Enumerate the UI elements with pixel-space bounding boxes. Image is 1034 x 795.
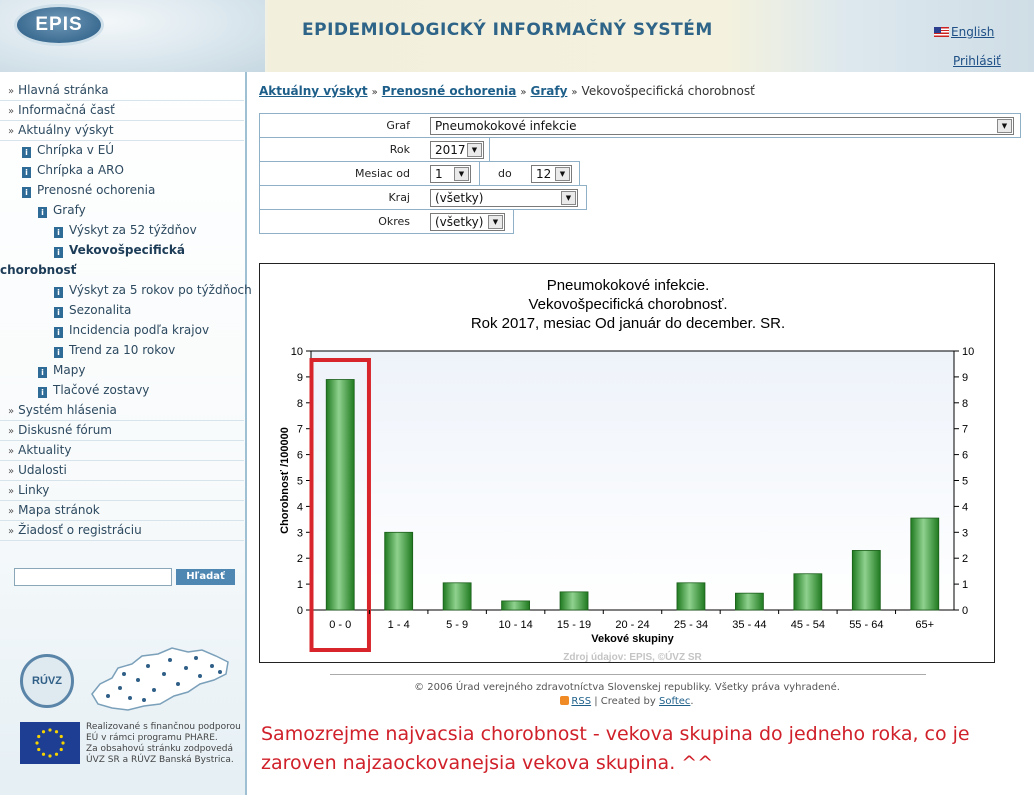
- x-tick-label: 5 - 9: [446, 619, 469, 631]
- bullet-icon: i: [54, 307, 63, 318]
- chevron-down-icon[interactable]: ▼: [454, 167, 469, 181]
- y-tick-label-right: 5: [962, 475, 969, 488]
- y-tick-label-left: 6: [296, 449, 303, 462]
- y-tick-label-left: 7: [296, 423, 303, 436]
- y-tick-label-left: 8: [296, 397, 303, 410]
- sidebar-item-14[interactable]: i Mapy: [38, 360, 85, 381]
- chevron-down-icon[interactable]: ▼: [467, 143, 482, 157]
- x-tick-label: 25 - 34: [673, 619, 709, 631]
- y-tick-label-right: 7: [962, 423, 969, 436]
- y-tick-label-right: 1: [962, 579, 969, 592]
- mesiac-row: [259, 161, 580, 186]
- bullet-icon: i: [38, 387, 47, 398]
- sidebar-item-5[interactable]: i Prenosné ochorenia: [22, 180, 155, 201]
- y-tick-label-right: 6: [962, 449, 969, 462]
- eu-star-icon: [37, 748, 40, 751]
- kraj-select[interactable]: (všetky) ▼: [430, 189, 578, 207]
- bullet-icon: i: [22, 147, 31, 158]
- search-input[interactable]: [14, 568, 172, 586]
- bullet-icon: i: [54, 247, 63, 258]
- logo-area: [0, 0, 265, 72]
- bullet-icon: i: [38, 207, 47, 218]
- y-tick-label-left: 5: [296, 475, 303, 488]
- bar-45-54: [794, 574, 822, 610]
- y-tick-label-right: 4: [962, 501, 969, 514]
- x-tick-label: 15 - 19: [556, 619, 592, 631]
- chevron-right-icon: »: [8, 446, 15, 457]
- bar-55-64: [852, 550, 880, 610]
- sidebar-item-1[interactable]: » Informačná časť: [0, 100, 244, 121]
- sidebar-item-21[interactable]: » Mapa stránok: [0, 500, 244, 521]
- chart-title: Pneumokokové infekcie. Vekovošpecifická chorobnosť. Rok 2017, mesiac Od január do december. SR.: [470, 277, 786, 332]
- y-axis-label: Chorobnosť /100000: [279, 427, 291, 534]
- eu-star-icon: [60, 748, 63, 751]
- bullet-icon: i: [54, 347, 63, 358]
- graf-row: [259, 113, 1021, 138]
- sidebar-item-15[interactable]: i Tlačové zostavy: [38, 380, 149, 401]
- x-axis-label: Vekové skupiny: [591, 633, 674, 645]
- chevron-right-icon: »: [8, 486, 15, 497]
- chevron-down-icon[interactable]: ▼: [488, 215, 503, 229]
- sidebar-item-16[interactable]: » Systém hlásenia: [0, 400, 244, 421]
- y-tick-label-left: 4: [296, 501, 303, 514]
- login-link[interactable]: Prihlásiť: [953, 54, 1001, 68]
- x-tick-label: 45 - 54: [790, 619, 825, 631]
- chevron-right-icon: »: [8, 126, 15, 137]
- x-tick-label: 35 - 44: [732, 619, 767, 631]
- bar-65+: [911, 518, 939, 610]
- rok-select[interactable]: 2017 ▼: [430, 141, 484, 159]
- eu-star-icon: [42, 753, 45, 756]
- y-tick-label-left: 3: [296, 527, 303, 540]
- mesiac-do-select[interactable]: 12 ▼: [531, 165, 572, 183]
- breadcrumb-aktualny-vyskyt[interactable]: Aktuálny výskyt: [259, 84, 368, 98]
- chevron-right-icon: »: [8, 466, 15, 477]
- x-tick-label: 20 - 24: [615, 619, 650, 631]
- okres-select[interactable]: (všetky) ▼: [430, 213, 505, 231]
- x-tick-label: 10 - 14: [498, 619, 533, 631]
- rok-row: [259, 137, 490, 162]
- y-tick-label-right: 10: [962, 346, 975, 358]
- breadcrumb-separator: »: [520, 87, 527, 98]
- sidebar-item-19[interactable]: » Udalosti: [0, 460, 244, 481]
- rss-icon: [560, 696, 569, 705]
- rok-label: Rok: [389, 143, 410, 156]
- english-link[interactable]: [934, 25, 994, 39]
- page-header: [0, 0, 1034, 72]
- sidebar-item-18[interactable]: » Aktuality: [0, 440, 244, 461]
- softec-link[interactable]: Softec: [659, 696, 691, 707]
- bar-0-0: [326, 379, 354, 610]
- graf-label: Graf: [386, 119, 410, 132]
- chevron-right-icon: »: [8, 506, 15, 517]
- x-tick-label: 55 - 64: [849, 619, 884, 631]
- chevron-right-icon: »: [8, 86, 15, 97]
- okres-label: Okres: [378, 215, 410, 228]
- chevron-right-icon: »: [8, 426, 15, 437]
- created-by-text: | Created by: [594, 696, 656, 707]
- eu-star-icon: [35, 741, 38, 744]
- copyright-text: © 2006 Úrad verejného zdravotníctva Slovenskej republiky. Všetky práva vyhradené.: [414, 682, 840, 693]
- sidebar-item-13[interactable]: i Trend za 10 rokov: [54, 340, 175, 361]
- okres-row: [259, 209, 514, 234]
- y-tick-label-left: 2: [296, 553, 303, 566]
- ruvz-logo: RÚVZ: [20, 654, 74, 708]
- mesiac-do-label: do: [498, 167, 512, 180]
- kraj-row: [259, 185, 587, 210]
- x-tick-label: 0 - 0: [329, 619, 352, 631]
- source-label: Zdroj údajov: EPIS, ©ÚVZ SR: [563, 652, 702, 663]
- eu-funding-note: Realizované s finančnou podporou EÚ v rámci programu PHARE. Za obsahovú stránku zodpovedá ÚVZ SR a RÚVZ Banská Bystrica.: [86, 722, 241, 765]
- eu-star-icon: [48, 754, 51, 757]
- chevron-right-icon: »: [8, 406, 15, 417]
- breadcrumb-current: Vekovošpecifická chorobnosť: [581, 84, 755, 98]
- chevron-down-icon[interactable]: ▼: [555, 167, 570, 181]
- y-tick-label-right: 0: [962, 605, 969, 617]
- eu-star-icon: [55, 730, 58, 733]
- breadcrumb-separator: »: [571, 87, 578, 98]
- sidebar-item-9[interactable]: chorobnosť: [0, 263, 77, 277]
- y-tick-label-left: 9: [296, 371, 303, 384]
- y-tick-label-left: 0: [296, 605, 303, 617]
- breadcrumb-separator: »: [371, 87, 378, 98]
- bar-25-34: [677, 583, 705, 610]
- footer-divider: [330, 674, 926, 675]
- bar-15-19: [560, 592, 588, 610]
- sidebar-item-6[interactable]: i Grafy: [38, 200, 86, 221]
- mesiac-od-select[interactable]: 1 ▼: [430, 165, 471, 183]
- sidebar-item-12[interactable]: i Incidencia podľa krajov: [54, 320, 209, 341]
- annotation-text: Samozrejme najvacsia chorobnost - vekova skupina do jedneho roka, co je zaroven najzaockovanejsia vekova skupina. ^^: [261, 723, 970, 774]
- field-divider: [479, 162, 480, 185]
- sidebar-item-8[interactable]: i Vekovošpecifická: [54, 240, 185, 261]
- site-title: EPIDEMIOLOGICKÝ INFORMAČNÝ SYSTÉM: [302, 20, 713, 40]
- graf-select[interactable]: Pneumokokové infekcie ▼: [430, 117, 1014, 135]
- us-flag-icon: [934, 27, 949, 37]
- sidebar-item-20[interactable]: » Linky: [0, 480, 244, 501]
- breadcrumb-prenosne-ochorenia[interactable]: Prenosné ochorenia: [381, 84, 517, 98]
- chevron-down-icon[interactable]: ▼: [997, 119, 1012, 133]
- sidebar-item-3[interactable]: i Chrípka v EÚ: [22, 140, 114, 161]
- y-tick-label-left: 10: [290, 346, 303, 358]
- eu-star-icon: [60, 735, 63, 738]
- chevron-right-icon: »: [8, 106, 15, 117]
- sidebar-item-7[interactable]: i Výskyt za 52 týždňov: [54, 220, 197, 241]
- sidebar-item-17[interactable]: » Diskusné fórum: [0, 420, 244, 441]
- sidebar-item-2[interactable]: » Aktuálny výskyt: [0, 120, 244, 141]
- english-label[interactable]: English: [951, 25, 995, 39]
- chevron-down-icon[interactable]: ▼: [561, 191, 576, 205]
- bullet-icon: i: [54, 227, 63, 238]
- breadcrumb-grafy[interactable]: Grafy: [530, 84, 568, 98]
- sidebar-item-22[interactable]: » Žiadosť o registráciu: [0, 520, 244, 541]
- mesiac-od-label: Mesiac od: [354, 167, 410, 180]
- chevron-right-icon: »: [8, 526, 15, 537]
- x-tick-label: 65+: [915, 619, 935, 631]
- kraj-label: Kraj: [388, 191, 410, 204]
- bullet-icon: i: [38, 367, 47, 378]
- sidebar-item-0[interactable]: » Hlavná stránka: [0, 80, 244, 101]
- y-tick-label-right: 3: [962, 527, 969, 540]
- eu-star-icon: [61, 741, 64, 744]
- breadcrumb: [259, 84, 755, 98]
- rss-link[interactable]: RSS: [571, 696, 592, 707]
- y-tick-label-right: 9: [962, 371, 969, 384]
- search-button[interactable]: Hľadať: [176, 569, 235, 585]
- y-tick-label-right: 8: [962, 397, 969, 410]
- eu-star-icon: [48, 728, 51, 731]
- bullet-icon: i: [22, 167, 31, 178]
- x-tick-label: 1 - 4: [387, 619, 410, 631]
- eu-star-icon: [55, 753, 58, 756]
- chart-panel: [259, 263, 995, 663]
- epis-logo[interactable]: EPIS: [14, 4, 104, 46]
- sidebar-item-10[interactable]: i Výskyt za 5 rokov po týždňoch: [54, 280, 252, 301]
- bullet-icon: i: [54, 327, 63, 338]
- bar-35-44: [735, 593, 763, 610]
- footer-links: RSS | Created by Softec.: [259, 696, 995, 707]
- slovakia-map-icon: [88, 644, 233, 714]
- sidebar-item-4[interactable]: i Chrípka a ARO: [22, 160, 124, 181]
- y-tick-label-left: 1: [296, 579, 303, 592]
- bar-1-4: [385, 532, 413, 610]
- sidebar-item-11[interactable]: i Sezonalita: [54, 300, 131, 321]
- eu-flag-icon: [20, 722, 80, 764]
- sidebar: [0, 72, 252, 795]
- bullet-icon: i: [22, 187, 31, 198]
- eu-star-icon: [37, 735, 40, 738]
- bar-5-9: [443, 583, 471, 610]
- eu-star-icon: [42, 730, 45, 733]
- y-tick-label-right: 2: [962, 553, 969, 566]
- bar-10-14: [502, 601, 530, 610]
- bullet-icon: i: [54, 287, 63, 298]
